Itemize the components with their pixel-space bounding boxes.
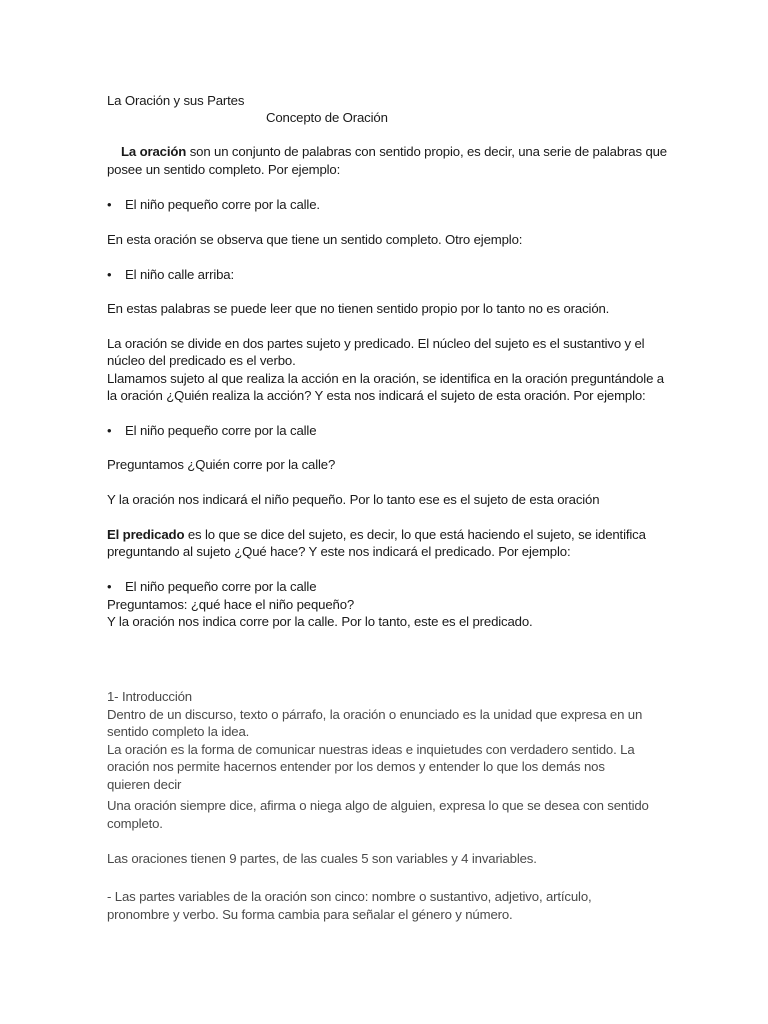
- no-sense-paragraph: En estas palabras se puede leer que no tienen sentido propio por lo tanto no es oración.: [107, 301, 610, 316]
- variable-parts-line-2: pronombre y verbo. Su forma cambia para señalar el género y número.: [107, 907, 513, 922]
- predicado-line-1: [107, 526, 646, 543]
- intro-section-line: Una oración siempre dice, afirma o niega algo de alguien, expresa lo que se desea con sentido: [107, 798, 649, 813]
- bullet-marker: •: [107, 197, 112, 212]
- example-paragraph: En esta oración se observa que tiene un sentido completo. Otro ejemplo:: [107, 232, 523, 247]
- predicado-line-1-rest: es lo que se dice del sujeto, es decir, lo que está haciendo el sujeto, se identifica: [184, 527, 646, 542]
- intro-section-line: completo.: [107, 816, 163, 831]
- intro-section-line: oración nos permite hacernos entender por los demos y entender lo que los demás nos: [107, 759, 605, 774]
- intro-section-line: quieren decir: [107, 777, 182, 792]
- document-title: La Oración y sus Partes: [107, 93, 245, 108]
- bullet-item-1: El niño pequeño corre por la calle.: [125, 197, 320, 212]
- intro-line-2: posee un sentido completo. Por ejemplo:: [107, 162, 341, 177]
- intro-term: La oración: [121, 144, 187, 159]
- bullet-item-2: El niño calle arriba:: [125, 267, 235, 282]
- divide-line-3: Llamamos sujeto al que realiza la acción en la oración, se identifica en la oración preguntándole a: [107, 371, 664, 386]
- intro-line-1-rest: son un conjunto de palabras con sentido propio, es decir, una serie de palabras que: [186, 144, 667, 159]
- answer-sujeto: Y la oración nos indicará el niño pequeño. Por lo tanto ese es el sujeto de esta oración: [107, 492, 600, 507]
- section-heading: Concepto de Oración: [266, 110, 388, 125]
- intro-section-line: sentido completo la idea.: [107, 724, 250, 739]
- divide-line-2: núcleo del predicado es el verbo.: [107, 353, 296, 368]
- predicado-line-2: preguntando al sujeto ¿Qué hace? Y este nos indicará el predicado. Por ejemplo:: [107, 544, 571, 559]
- divide-line-4: la oración ¿Quién realiza la acción? Y esta nos indicará el sujeto de esta oración. Por ejemplo:: [107, 388, 646, 403]
- bullet-item-3: El niño pequeño corre por la calle: [125, 423, 317, 438]
- answer-predicado: Y la oración nos indica corre por la calle. Por lo tanto, este es el predicado.: [107, 614, 533, 629]
- question-quien: Preguntamos ¿Quién corre por la calle?: [107, 457, 336, 472]
- bullet-item-4: El niño pequeño corre por la calle: [125, 579, 317, 594]
- divide-line-1: La oración se divide en dos partes sujeto y predicado. El núcleo del sujeto es el sustantivo y el: [107, 336, 645, 351]
- bullet-marker: •: [107, 267, 112, 282]
- bullet-marker: •: [107, 423, 112, 438]
- bullet-marker: •: [107, 579, 112, 594]
- intro-section-line: Dentro de un discurso, texto o párrafo, la oración o enunciado es la unidad que expresa en un: [107, 707, 643, 722]
- intro-line-1: [121, 143, 667, 160]
- parts-count-line: Las oraciones tienen 9 partes, de las cuales 5 son variables y 4 invariables.: [107, 851, 537, 866]
- question-que: Preguntamos: ¿qué hace el niño pequeño?: [107, 597, 355, 612]
- predicado-term: El predicado: [107, 527, 185, 542]
- intro-section-line: La oración es la forma de comunicar nuestras ideas e inquietudes con verdadero sentido. La: [107, 742, 635, 757]
- intro-section-heading: 1- Introducción: [107, 689, 192, 704]
- variable-parts-line-1: - Las partes variables de la oración son cinco: nombre o sustantivo, adjetivo, artículo,: [107, 889, 592, 904]
